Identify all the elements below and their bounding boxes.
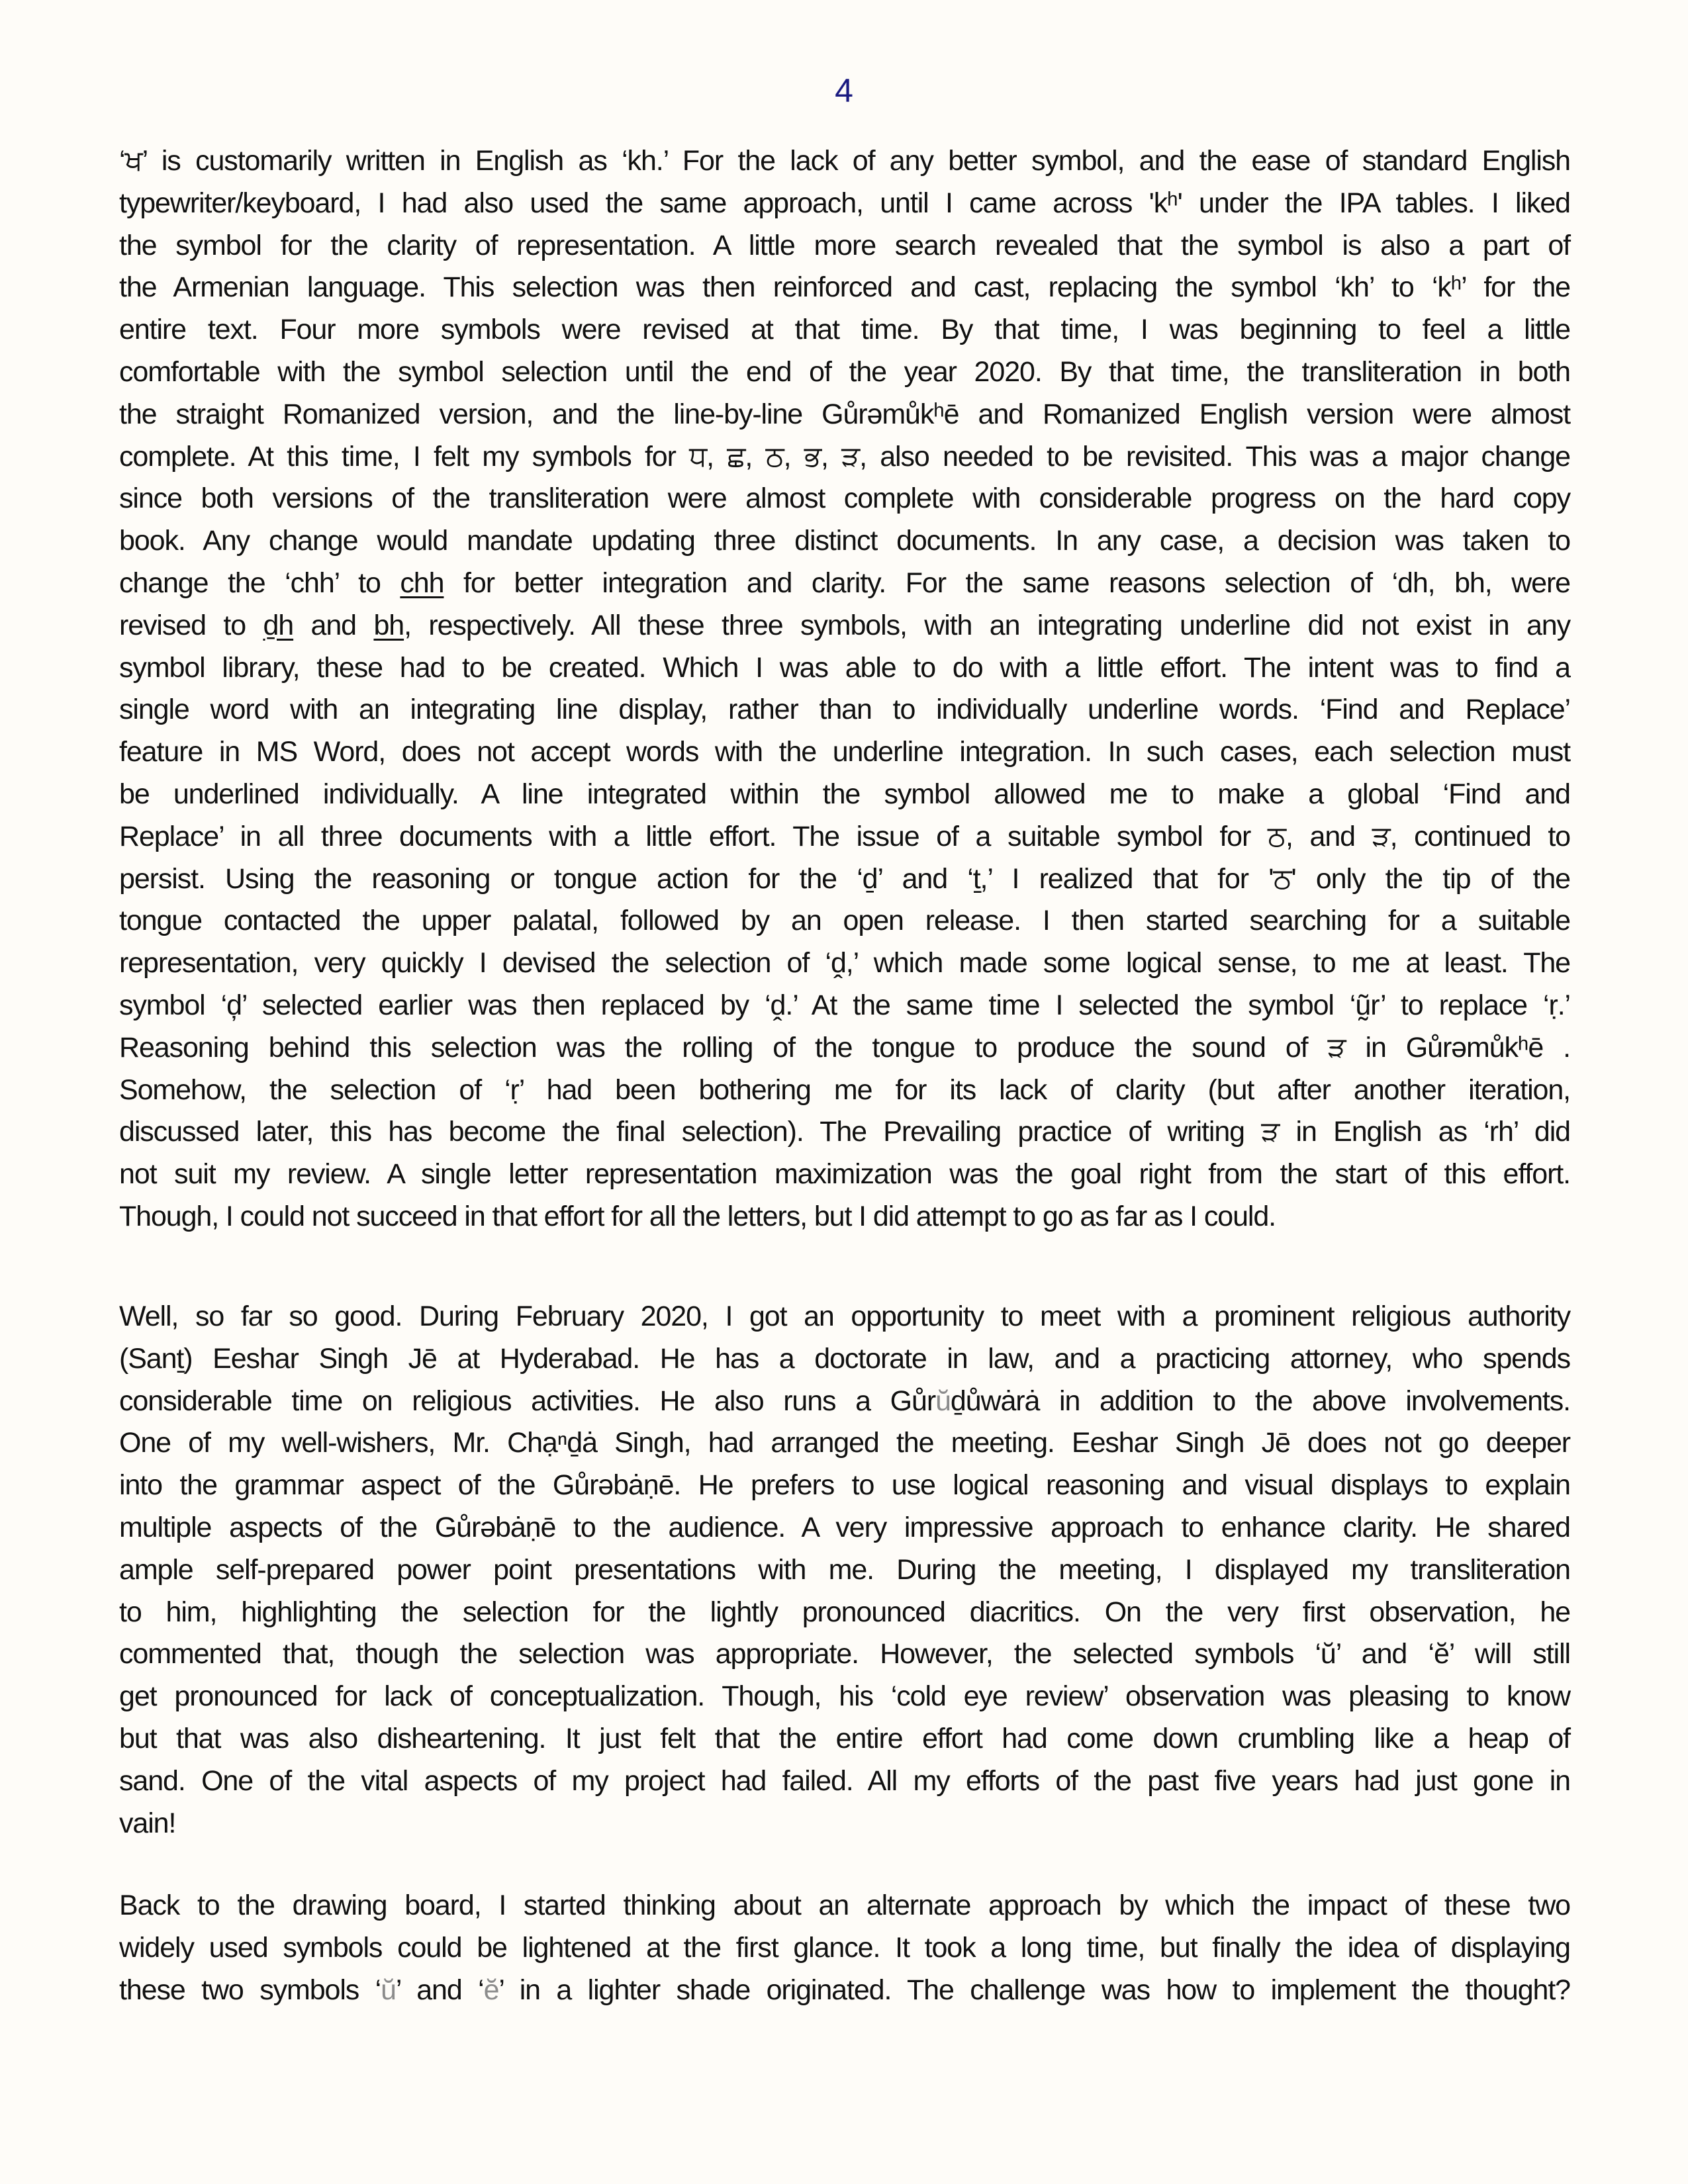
text-line-gurudwara: considerable time on religious activities. He also runs a Gůrŭḏůwȧrȧ in addition to the above involvements. [119, 1385, 1571, 1417]
text-line: ‘ਖ’ is customarily written in English as ‘kh.’ For the lack of any better symbol, and the ease of standard English [119, 145, 1570, 177]
text-line: get pronounced for lack of conceptualization. Though, his ‘cold eye review’ observation was pleasing to know [119, 1680, 1570, 1713]
paragraph-symbol-history [119, 140, 1570, 1238]
text-line: Though, I could not succeed in that effort for all the letters, but I did attempt to go as far as I could. [119, 1200, 1276, 1232]
text-line: not suit my review. A single letter representation maximization was the goal right from the start of this effort. [119, 1158, 1570, 1191]
text-line: since both versions of the transliteration were almost complete with considerable progress on the hard copy [119, 482, 1570, 515]
text-line: be underlined individually. A line integrated within the symbol allowed me to make a global ‘Find and [119, 778, 1570, 810]
text-line: entire text. Four more symbols were revised at that time. By that time, I was beginning to feel a little [119, 314, 1570, 346]
paragraph-drawing-board [119, 1885, 1570, 2011]
text-line: One of my well-wishers, Mr. Chạⁿḏȧ Singh, had arranged the meeting. Eeshar Singh Jē does not go deeper [119, 1427, 1570, 1459]
text-line: Reasoning behind this selection was the rolling of the tongue to produce the sound of ੜ in Gůrəmůkʰē . [119, 1031, 1570, 1064]
text-line: Somehow, the selection of ‘ṛ’ had been bothering me for its lack of clarity (but after another iteration, [119, 1073, 1570, 1106]
text-line: typewriter/keyboard, I had also used the same approach, until I came across 'kʰ' under the IPA tables. I liked [119, 187, 1570, 219]
text-line: book. Any change would mandate updating three distinct documents. In any case, a decision was taken to [119, 525, 1570, 557]
text-line: the straight Romanized version, and the line-by-line Gůrəmůkʰē and Romanized English version were almost [119, 398, 1570, 430]
text-line: to him, highlighting the selection for the lightly pronounced diacritics. On the very first observation, he [119, 1596, 1570, 1628]
text-line: feature in MS Word, does not accept words with the underline integration. In such cases, each selection must [119, 736, 1570, 768]
text-line: (Sanṯ) Eeshar Singh Jē at Hyderabad. He has a doctorate in law, and a practicing attorney, who spends [119, 1342, 1570, 1375]
text-line: tongue contacted the upper palatal, followed by an open release. I then started searching for a suitable [119, 905, 1570, 937]
text-line: into the grammar aspect of the Gůrəbȧṇē. He prefers to use logical reasoning and visual displays to explain [119, 1469, 1570, 1502]
text-line: Well, so far so good. During February 2020, I got an opportunity to meet with a prominent religious authority [119, 1300, 1570, 1332]
text-line: but that was also disheartening. It just felt that the entire effort had come down crumbling like a heap of [119, 1722, 1570, 1754]
underlined-symbol-chh: chh [400, 567, 444, 599]
text-line: sand. One of the vital aspects of my project had failed. All my efforts of the past five years had just gone in [119, 1764, 1570, 1797]
paragraph-hyderabad-meeting [119, 1296, 1570, 1844]
text-line: the symbol for the clarity of representation. A little more search revealed that the symbol is also a part of [119, 229, 1570, 261]
text-line: the Armenian language. This selection was then reinforced and cast, replacing the symbol ‘kh’ to ‘kʰ’ for the [119, 271, 1570, 304]
light-diacritic-u: ŭ [935, 1385, 951, 1417]
text-line: persist. Using the reasoning or tongue action for the ‘ḏ’ and ‘ṯ,’ I realized that for 'ਠ' only the tip of the [119, 862, 1570, 895]
text-line: multiple aspects of the Gůrəbȧṇē to the audience. A very impressive approach to enhance clarity. He shared [119, 1511, 1570, 1543]
text-line: widely used symbols could be lightened at the first glance. It took a long time, but finally the idea of displaying [119, 1931, 1570, 1964]
text-line: ample self-prepared power point presentations with me. During the meeting, I displayed my transliteration [119, 1553, 1570, 1586]
text-line: complete. At this time, I felt my symbols for ਧ, ਛ, ਠ, ਭ, ੜ, also needed to be revisited. This was a major change [119, 440, 1570, 473]
text-line: symbol library, these had to be created. Which I was able to do with a little effort. The intent was to find a [119, 651, 1570, 684]
text-line: vain! [119, 1807, 176, 1839]
text-line: Replace’ in all three documents with a little effort. The issue of a suitable symbol for ਠ, and ੜ, continued to [119, 820, 1570, 852]
text-line-lighter-shade: these two symbols ‘ŭ’ and ‘ĕ’ in a lighter shade originated. The challenge was how to implement the thought? [119, 1974, 1570, 2006]
text-line-chh: change the ‘chh’ to chh for better integration and clarity. For the same reasons selection of ‘dh, bh, were [119, 567, 1570, 599]
page-number: 4 [835, 72, 853, 109]
text-line: commented that, though the selection was appropriate. However, the selected symbols ‘ŭ’ and ‘ĕ’ will still [119, 1638, 1570, 1670]
text-line: single word with an integrating line display, rather than to individually underline words. ‘Find and Replace’ [119, 694, 1570, 726]
underlined-symbol-dh: ḏh [263, 609, 294, 641]
text-line: discussed later, this has become the final selection). The Prevailing practice of writing ੜ in English as ‘rh’ did [119, 1116, 1570, 1148]
light-diacritic-u: ŭ [381, 1974, 396, 2006]
text-line-dh-bh: revised to ḏh and bh, respectively. All these three symbols, with an integrating underline did not exist in any [119, 609, 1570, 641]
light-diacritic-e: ĕ [483, 1974, 499, 2006]
text-line: comfortable with the symbol selection until the end of the year 2020. By that time, the transliteration in both [119, 355, 1570, 388]
underlined-symbol-bh: bh [373, 609, 404, 641]
text-line: symbol ‘ḑ’ selected earlier was then replaced by ‘ḓ.’ At the same time I selected the symbol ‘ṵ̃r’ to replace ‘ṛ.’ [119, 989, 1570, 1021]
text-line: representation, very quickly I devised the selection of ‘ḓ,’ which made some logical sense, to me at least. The [119, 947, 1570, 979]
text-line: Back to the drawing board, I started thinking about an alternate approach by which the impact of these two [119, 1889, 1570, 1921]
